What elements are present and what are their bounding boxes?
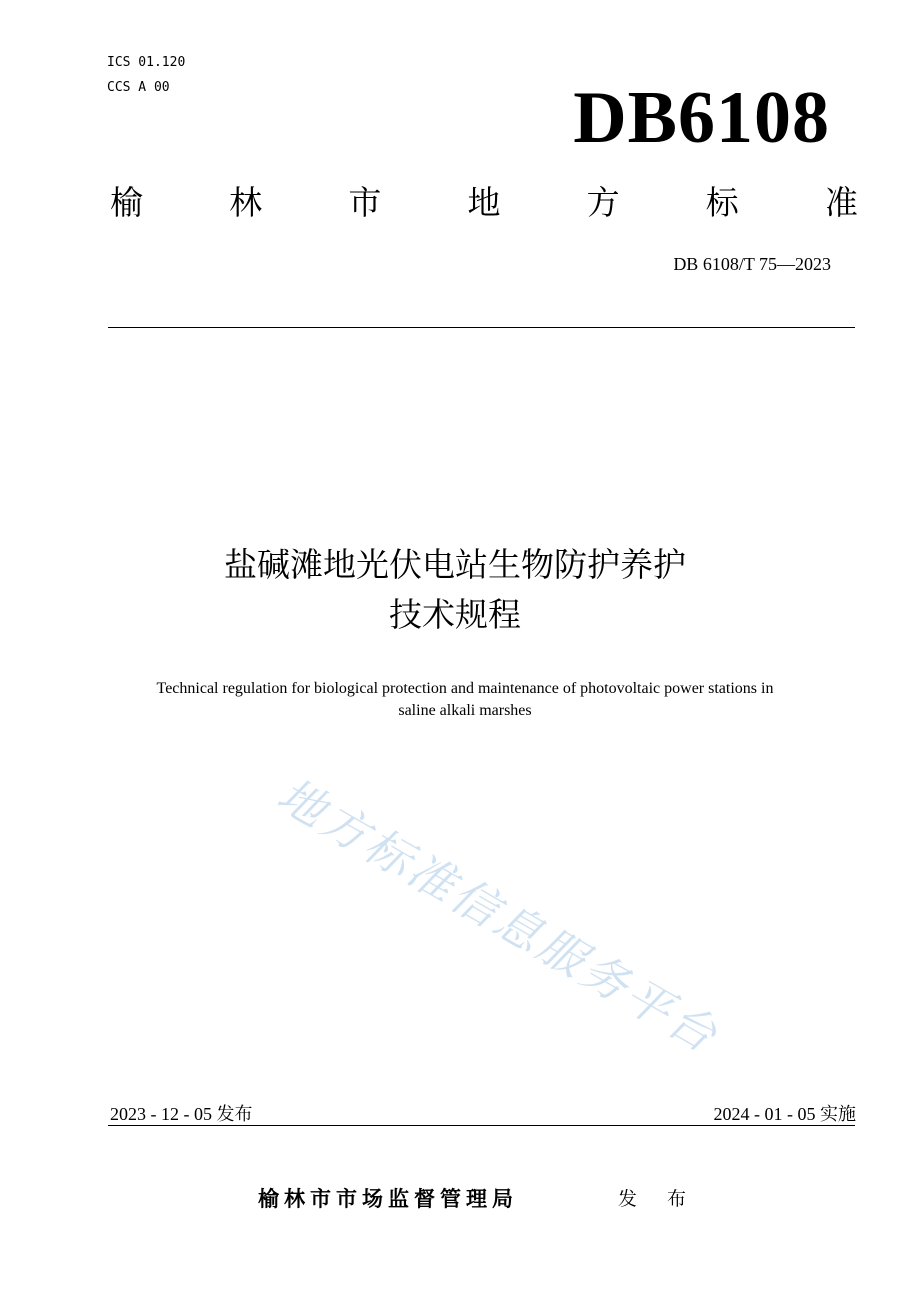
ics-code: ICS 01.120 xyxy=(107,55,186,70)
title-chinese-line: 盐碱滩地光伏电站生物防护养护 xyxy=(224,545,686,584)
header-divider xyxy=(108,327,855,328)
ccs-code: CCS A 00 xyxy=(107,80,170,95)
standard-type-char: 地 xyxy=(467,183,501,222)
standard-type-char: 市 xyxy=(348,183,382,222)
title-english-line: Technical regulation for biological protection and maintenance of photovoltaic power stations in xyxy=(156,680,774,697)
implementation-date: 2024 - 01 - 05 实施 xyxy=(713,1104,856,1124)
standard-type-char: 林 xyxy=(229,183,263,222)
standard-type-char: 榆 xyxy=(110,183,143,222)
title-english-line: saline alkali marshes xyxy=(398,702,532,719)
title-chinese-line: 技术规程 xyxy=(389,595,521,634)
standard-number: DB 6108/T 75—2023 xyxy=(673,254,831,274)
watermark: 地方标准信息服务平台 xyxy=(268,767,729,1064)
footer-divider xyxy=(108,1125,855,1126)
standard-type-char: 标 xyxy=(705,183,739,222)
standard-type-char: 准 xyxy=(824,183,858,222)
standard-code: DB6108 xyxy=(573,77,830,159)
title-chinese xyxy=(0,540,920,640)
title-english xyxy=(90,678,840,722)
publisher-name: 榆林市市场监督管理局 xyxy=(258,1187,518,1211)
issue-date: 2023 - 12 - 05 发布 xyxy=(110,1104,253,1124)
standard-type-char: 方 xyxy=(586,183,620,222)
standard-type xyxy=(110,180,858,226)
publish-label: 发 布 xyxy=(618,1188,699,1210)
